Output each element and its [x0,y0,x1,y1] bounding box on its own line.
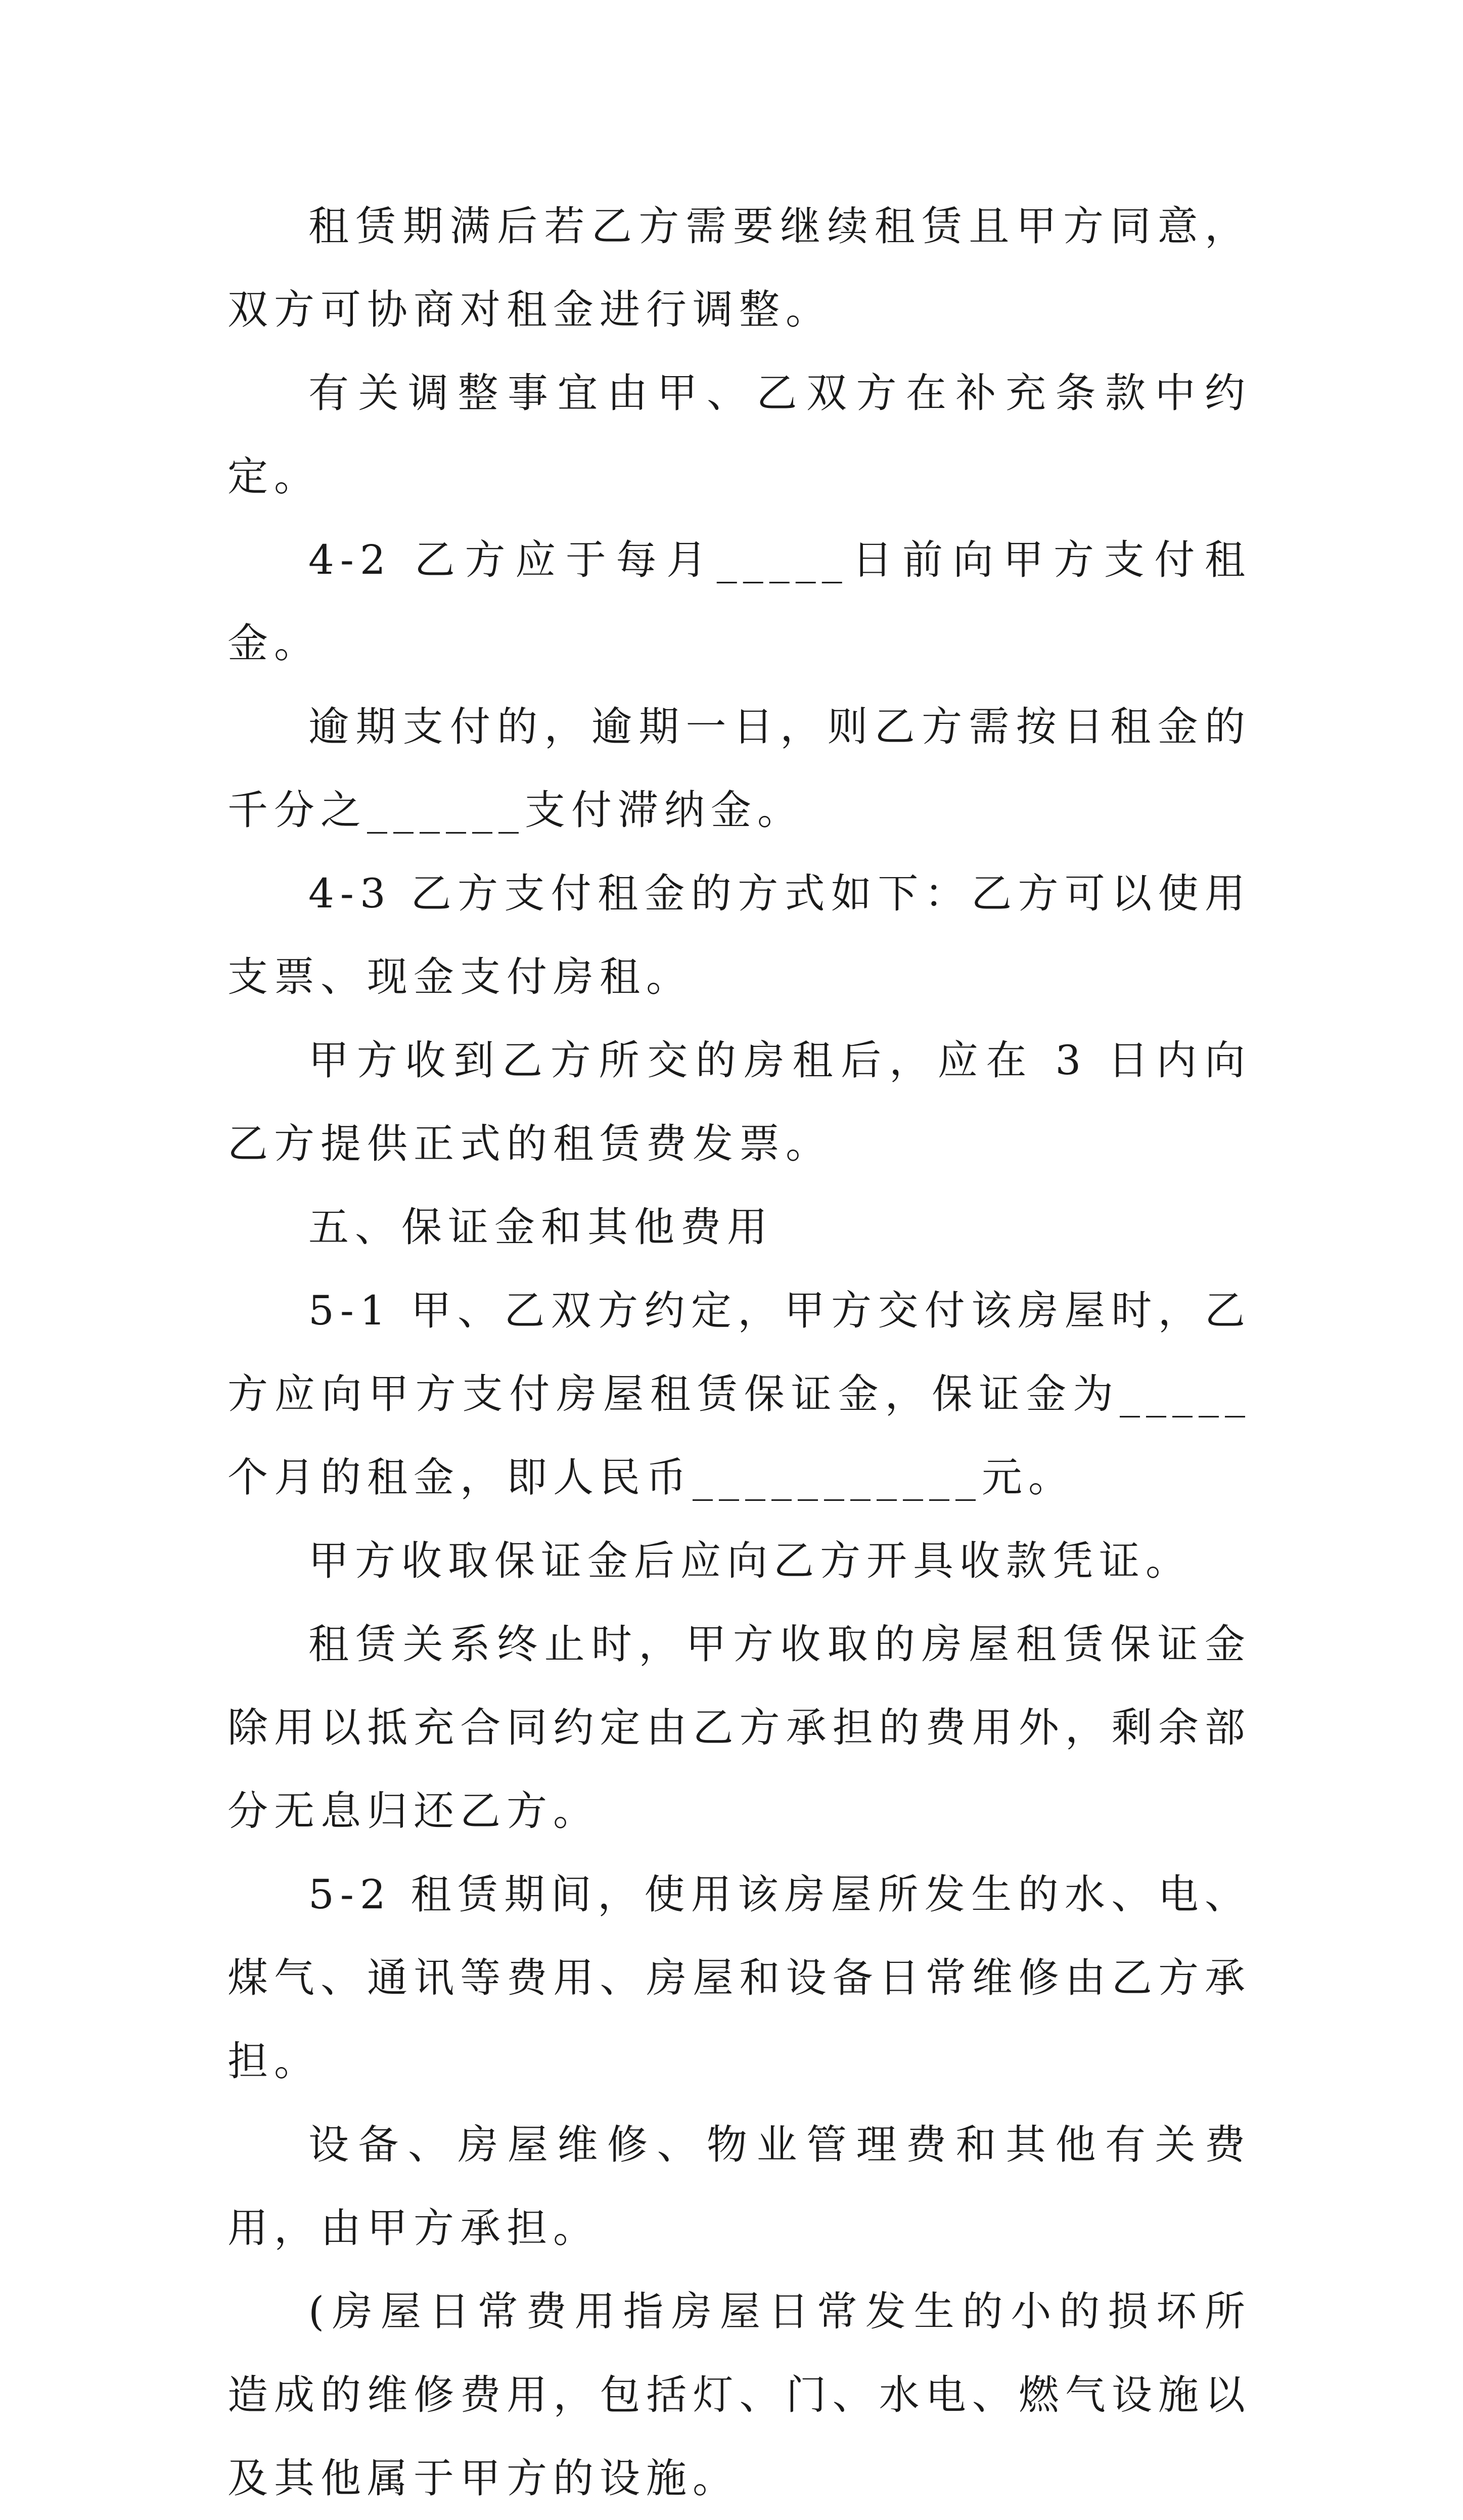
section-heading-deposit: 五、保证金和其他费用 [308,1204,773,1251]
paragraph-5-1-deposit: 5-1 甲、乙双方约定，甲方交付该房屋时，乙方应向甲方支付房屋租赁保证金，保证金为_____个月的租金，即人民币___________元。 [227,1287,1251,1501]
paragraph-deposit-receipt: 甲方收取保证金后应向乙方开具收款凭证。 [308,1537,1192,1584]
paragraph-deposit-return: 租赁关系终止时，甲方收取的房屋租赁保证金除用以抵充合同约定由乙方承担的费用外，剩余部分无息归还乙方。 [227,1621,1251,1835]
paragraph-adjustment-terms: 有关调整事宜由甲、乙双方在补充条款中约定。 [227,370,1251,500]
paragraph-rent-renewal: 租赁期满后若乙方需要继续租赁且甲方同意，双方可协商对租金进行调整。 [227,203,1251,333]
paragraph-4-2-payment-date: 4-2 乙方应于每月_____日前向甲方支付租金。 [227,536,1251,667]
paragraph-daily-costs-note: (房屋日常费用指房屋日常发生的小的损坏所造成的维修费用，包括灯、门、水电、燃气设施以及其他属于甲方的设施。 [227,2288,1251,2502]
paragraph-4-3-payment-method: 4-3 乙方支付租金的方式如下：乙方可以使用支票、现金支付房租。 [227,870,1251,1000]
paragraph-late-fee: 逾期支付的，逾期一日，则乙方需按日租金的千分之______支付滞纳金。 [227,703,1251,834]
paragraph-invoice: 甲方收到乙方所交的房租后，应在 3 日内向乙方提供正式的租赁费发票。 [227,1037,1251,1167]
document-body [227,185,1251,2520]
paragraph-5-2-utilities: 5-2 租赁期间，使用该房屋所发生的水、电、煤气、通讯等费用、房屋和设备日常维修由乙方承担。 [227,1871,1251,2085]
paragraph-landlord-costs: 设备、房屋维修、物业管理费和其他有关费用，由甲方承担。 [227,2121,1251,2252]
